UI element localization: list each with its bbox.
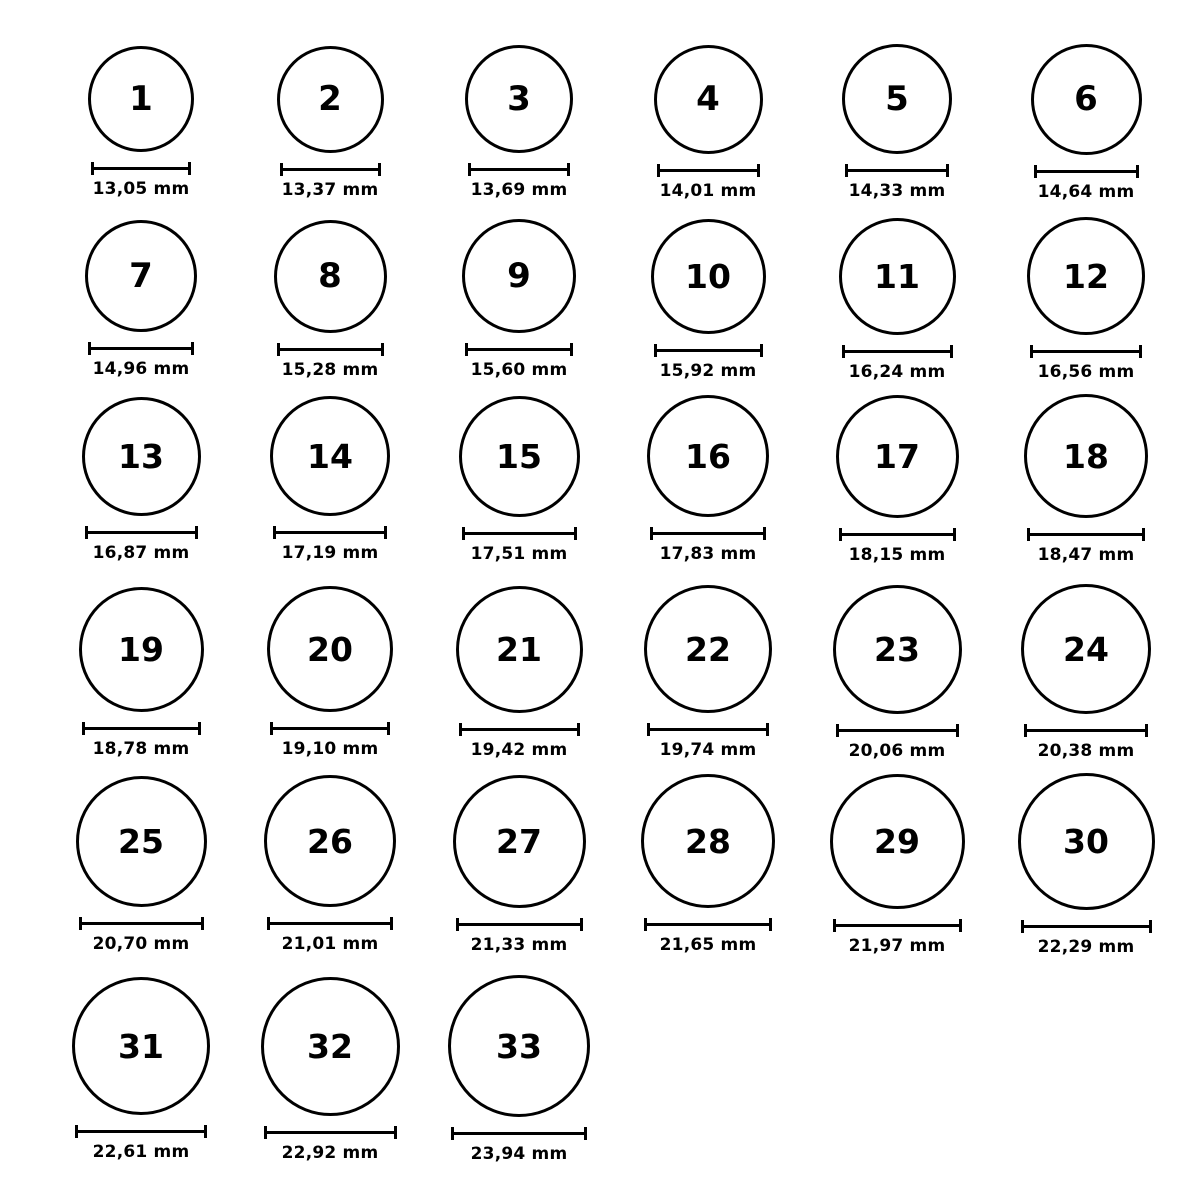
measure-bar (644, 923, 772, 926)
diameter-label: 18,47 mm (1037, 545, 1135, 565)
ring-circle (1018, 773, 1155, 910)
diameter-label: 16,56 mm (1037, 362, 1135, 382)
ring-size-cell (647, 395, 769, 564)
ring-size-cell (1021, 584, 1151, 761)
measure-bar (465, 348, 573, 351)
measure-cap-left (644, 918, 647, 931)
ring-size-cell (85, 220, 197, 379)
measure-bar (657, 169, 760, 172)
diameter-label: 22,29 mm (1037, 936, 1135, 957)
ring-circle (82, 397, 201, 516)
ring-size-cell (833, 585, 962, 761)
diameter-measure-line (267, 917, 393, 929)
measure-cap-right (1139, 345, 1142, 358)
ring-size-cell (453, 775, 586, 955)
measure-cap-left (468, 163, 471, 176)
measure-cap-right (950, 345, 953, 358)
measure-cap-right (953, 528, 956, 541)
measure-cap-right (188, 162, 191, 175)
ring-size-number: 27 (496, 821, 542, 861)
ring-circle (647, 395, 769, 517)
measure-bar (1034, 170, 1139, 173)
diameter-measure-line (836, 724, 959, 736)
measure-cap-left (839, 528, 842, 541)
measure-cap-right (763, 527, 766, 540)
diameter-label: 14,33 mm (848, 181, 946, 201)
measure-cap-left (647, 723, 650, 736)
ring-circle (76, 776, 207, 907)
measure-cap-right (384, 526, 387, 539)
measure-cap-right (580, 918, 583, 931)
ring-circle (456, 586, 583, 713)
ring-size-number: 12 (1063, 256, 1109, 296)
measure-cap-right (1145, 724, 1148, 737)
measure-cap-right (584, 1127, 587, 1140)
diameter-label: 14,96 mm (92, 359, 190, 379)
ring-size-cell (654, 45, 763, 201)
measure-cap-left (75, 1125, 78, 1138)
ring-size-number: 13 (118, 436, 164, 476)
diameter-measure-line (839, 528, 956, 540)
diameter-measure-line (657, 164, 760, 176)
measure-cap-right (191, 342, 194, 355)
ring-size-number: 5 (885, 79, 909, 119)
measure-bar (845, 169, 949, 172)
ring-size-number: 20 (307, 629, 353, 669)
measure-cap-left (91, 162, 94, 175)
measure-cap-right (956, 724, 959, 737)
measure-cap-left (833, 919, 836, 932)
diameter-measure-line (1021, 920, 1152, 932)
measure-bar (647, 728, 769, 731)
ring-size-number: 15 (496, 436, 542, 476)
diameter-measure-line (79, 917, 204, 929)
measure-bar (75, 1130, 207, 1133)
measure-cap-left (657, 164, 660, 177)
measure-bar (459, 728, 580, 731)
measure-cap-right (757, 164, 760, 177)
measure-cap-right (577, 723, 580, 736)
measure-cap-left (465, 343, 468, 356)
diameter-label: 16,87 mm (92, 542, 190, 563)
diameter-measure-line (277, 343, 384, 355)
ring-size-cell (641, 774, 775, 955)
diameter-measure-line (647, 723, 769, 735)
measure-cap-left (273, 526, 276, 539)
diameter-measure-line (465, 343, 573, 355)
diameter-measure-line (468, 163, 570, 175)
diameter-measure-line (462, 527, 577, 539)
ring-size-number: 7 (129, 256, 153, 296)
ring-size-number: 2 (318, 79, 342, 119)
diameter-label: 21,01 mm (281, 934, 379, 954)
measure-cap-right (1136, 165, 1139, 178)
ring-size-cell (1024, 394, 1148, 565)
measure-cap-right (760, 344, 763, 357)
diameter-measure-line (88, 342, 194, 354)
diameter-label: 19,42 mm (470, 739, 568, 760)
diameter-label: 15,60 mm (470, 360, 568, 380)
measure-bar (273, 531, 387, 534)
ring-size-number: 22 (685, 629, 731, 669)
measure-cap-right (946, 164, 949, 177)
ring-size-cell (459, 396, 580, 564)
measure-bar (1030, 350, 1142, 353)
measure-cap-left (267, 917, 270, 930)
ring-circle (270, 396, 390, 516)
ring-size-number: 33 (496, 1026, 542, 1066)
ring-circle (88, 46, 194, 152)
diameter-label: 14,64 mm (1037, 181, 1135, 202)
measure-cap-right (769, 918, 772, 931)
measure-cap-right (570, 343, 573, 356)
ring-size-number: 23 (874, 629, 920, 669)
ring-size-number: 11 (874, 256, 920, 296)
ring-size-number: 18 (1063, 436, 1109, 476)
diameter-label: 18,15 mm (848, 544, 946, 565)
ring-circle (261, 977, 400, 1116)
ring-circle (277, 46, 384, 153)
ring-size-number: 31 (118, 1026, 164, 1066)
measure-bar (833, 924, 962, 927)
measure-bar (836, 729, 959, 732)
measure-bar (280, 168, 381, 171)
ring-size-number: 21 (496, 629, 542, 669)
ring-size-cell (274, 220, 387, 380)
ring-size-cell (842, 44, 952, 201)
ring-size-cell (644, 585, 772, 760)
diameter-label: 19,74 mm (659, 740, 757, 760)
diameter-label: 20,38 mm (1037, 741, 1135, 761)
ring-size-number: 8 (318, 256, 342, 296)
diameter-measure-line (842, 345, 953, 357)
diameter-measure-line (1024, 724, 1148, 736)
diameter-label: 15,28 mm (281, 359, 379, 380)
diameter-label: 13,05 mm (92, 179, 190, 199)
diameter-label: 22,92 mm (281, 1142, 379, 1163)
measure-cap-left (88, 342, 91, 355)
measure-bar (650, 532, 766, 535)
ring-size-cell (261, 977, 400, 1163)
diameter-measure-line (82, 722, 201, 734)
ring-circle (1031, 44, 1142, 155)
ring-size-cell (830, 774, 965, 956)
ring-size-cell (1027, 217, 1145, 382)
measure-cap-right (574, 527, 577, 540)
measure-cap-right (1142, 528, 1145, 541)
measure-bar (270, 727, 390, 730)
measure-cap-left (270, 722, 273, 735)
ring-circle (641, 774, 775, 908)
diameter-label: 23,94 mm (470, 1144, 568, 1164)
measure-cap-left (654, 344, 657, 357)
ring-size-number: 30 (1063, 821, 1109, 861)
ring-circle (79, 587, 204, 712)
diameter-measure-line (845, 164, 949, 176)
ring-circle (842, 44, 952, 154)
measure-cap-right (567, 163, 570, 176)
ring-circle (654, 45, 763, 154)
measure-bar (842, 350, 953, 353)
measure-bar (79, 922, 204, 925)
ring-size-number: 3 (507, 79, 531, 119)
ring-size-number: 26 (307, 821, 353, 861)
ring-circle (448, 975, 590, 1117)
ring-size-cell (72, 977, 210, 1162)
ring-size-number: 10 (685, 256, 731, 296)
diameter-measure-line (91, 162, 191, 174)
ring-size-number: 32 (307, 1026, 353, 1066)
ring-size-cell (651, 219, 766, 381)
measure-cap-left (1030, 345, 1033, 358)
measure-cap-left (451, 1127, 454, 1140)
measure-cap-right (201, 917, 204, 930)
diameter-measure-line (273, 526, 387, 538)
measure-cap-right (390, 917, 393, 930)
ring-circle (85, 220, 197, 332)
measure-bar (1021, 925, 1152, 928)
diameter-measure-line (264, 1126, 397, 1138)
ring-size-cell (88, 46, 194, 199)
ring-size-cell (839, 218, 956, 382)
measure-bar (82, 727, 201, 730)
measure-bar (277, 348, 384, 351)
ring-circle (644, 585, 772, 713)
measure-cap-left (79, 917, 82, 930)
measure-cap-left (845, 164, 848, 177)
diameter-measure-line (644, 918, 772, 930)
measure-bar (1027, 533, 1145, 536)
ring-size-cell (1031, 44, 1142, 202)
diameter-measure-line (1027, 528, 1145, 540)
ring-size-number: 19 (118, 629, 164, 669)
ring-circle (264, 775, 396, 907)
ring-size-cell (76, 776, 207, 954)
diameter-label: 17,83 mm (659, 544, 757, 564)
measure-bar (462, 532, 577, 535)
diameter-measure-line (270, 722, 390, 734)
measure-cap-right (387, 722, 390, 735)
diameter-label: 15,92 mm (659, 360, 757, 381)
measure-cap-right (198, 722, 201, 735)
diameter-label: 21,97 mm (848, 935, 946, 956)
measure-bar (654, 349, 763, 352)
ring-circle (465, 45, 573, 153)
ring-size-cell (462, 219, 576, 380)
diameter-label: 21,65 mm (659, 935, 757, 955)
measure-cap-left (836, 724, 839, 737)
ring-size-cell (82, 397, 201, 563)
measure-cap-left (264, 1126, 267, 1139)
ring-circle (462, 219, 576, 333)
ring-size-cell (1018, 773, 1155, 957)
diameter-label: 18,78 mm (92, 738, 190, 759)
ring-circle (651, 219, 766, 334)
diameter-label: 13,69 mm (470, 180, 568, 200)
measure-cap-left (1024, 724, 1027, 737)
measure-cap-left (459, 723, 462, 736)
diameter-measure-line (650, 527, 766, 539)
diameter-label: 20,70 mm (92, 933, 190, 954)
measure-cap-left (277, 343, 280, 356)
ring-circle (72, 977, 210, 1115)
ring-size-number: 6 (1074, 79, 1098, 119)
ring-size-number: 25 (118, 821, 164, 861)
diameter-measure-line (459, 723, 580, 735)
ring-size-number: 4 (696, 79, 720, 119)
measure-bar (91, 167, 191, 170)
diameter-label: 21,33 mm (470, 934, 568, 955)
diameter-measure-line (1034, 165, 1139, 177)
ring-size-number: 29 (874, 821, 920, 861)
measure-cap-right (766, 723, 769, 736)
diameter-label: 20,06 mm (848, 740, 946, 761)
diameter-measure-line (85, 526, 198, 538)
ring-size-cell (836, 395, 959, 565)
diameter-measure-line (654, 344, 763, 356)
ring-size-cell (79, 587, 204, 759)
diameter-measure-line (75, 1125, 207, 1137)
measure-bar (267, 922, 393, 925)
measure-bar (1024, 729, 1148, 732)
diameter-label: 22,61 mm (92, 1142, 190, 1162)
diameter-measure-line (1030, 345, 1142, 357)
ring-size-cell (270, 396, 390, 563)
ring-size-number: 17 (874, 436, 920, 476)
measure-bar (88, 347, 194, 350)
ring-circle (833, 585, 962, 714)
measure-cap-right (195, 526, 198, 539)
measure-cap-left (462, 527, 465, 540)
measure-bar (451, 1132, 587, 1135)
measure-cap-left (456, 918, 459, 931)
ring-size-cell (465, 45, 573, 200)
ring-circle (453, 775, 586, 908)
diameter-measure-line (456, 918, 583, 930)
ring-circle (830, 774, 965, 909)
diameter-label: 14,01 mm (659, 180, 757, 201)
measure-cap-left (1027, 528, 1030, 541)
measure-cap-right (204, 1125, 207, 1138)
ring-size-cell (264, 775, 396, 954)
measure-cap-right (1149, 920, 1152, 933)
measure-cap-right (378, 163, 381, 176)
ring-circle (459, 396, 580, 517)
ring-size-number: 1 (129, 79, 153, 119)
diameter-label: 13,37 mm (281, 179, 379, 200)
diameter-label: 19,10 mm (281, 739, 379, 759)
ring-circle (274, 220, 387, 333)
measure-cap-left (650, 527, 653, 540)
measure-bar (264, 1131, 397, 1134)
diameter-measure-line (280, 163, 381, 175)
ring-size-number: 24 (1063, 629, 1109, 669)
measure-cap-left (1021, 920, 1024, 933)
ring-circle (267, 586, 393, 712)
ring-size-number: 16 (685, 436, 731, 476)
measure-bar (839, 533, 956, 536)
ring-size-cell (267, 586, 393, 759)
ring-size-number: 28 (685, 821, 731, 861)
ring-circle (839, 218, 956, 335)
ring-circle (836, 395, 959, 518)
measure-bar (468, 168, 570, 171)
ring-circle (1021, 584, 1151, 714)
measure-cap-left (280, 163, 283, 176)
diameter-label: 17,19 mm (281, 543, 379, 563)
ring-size-cell (456, 586, 583, 760)
measure-cap-left (82, 722, 85, 735)
diameter-measure-line (833, 919, 962, 931)
diameter-label: 17,51 mm (470, 543, 568, 564)
measure-cap-right (381, 343, 384, 356)
measure-cap-left (1034, 165, 1037, 178)
ring-size-cell (277, 46, 384, 200)
ring-circle (1024, 394, 1148, 518)
measure-cap-right (959, 919, 962, 932)
measure-cap-right (394, 1126, 397, 1139)
measure-cap-left (85, 526, 88, 539)
diameter-label: 16,24 mm (848, 361, 946, 382)
measure-bar (456, 923, 583, 926)
ring-size-number: 14 (307, 436, 353, 476)
ring-size-cell (448, 975, 590, 1164)
diameter-measure-line (451, 1127, 587, 1139)
ring-circle (1027, 217, 1145, 335)
measure-cap-left (842, 345, 845, 358)
ring-size-number: 9 (507, 256, 531, 296)
measure-bar (85, 531, 198, 534)
